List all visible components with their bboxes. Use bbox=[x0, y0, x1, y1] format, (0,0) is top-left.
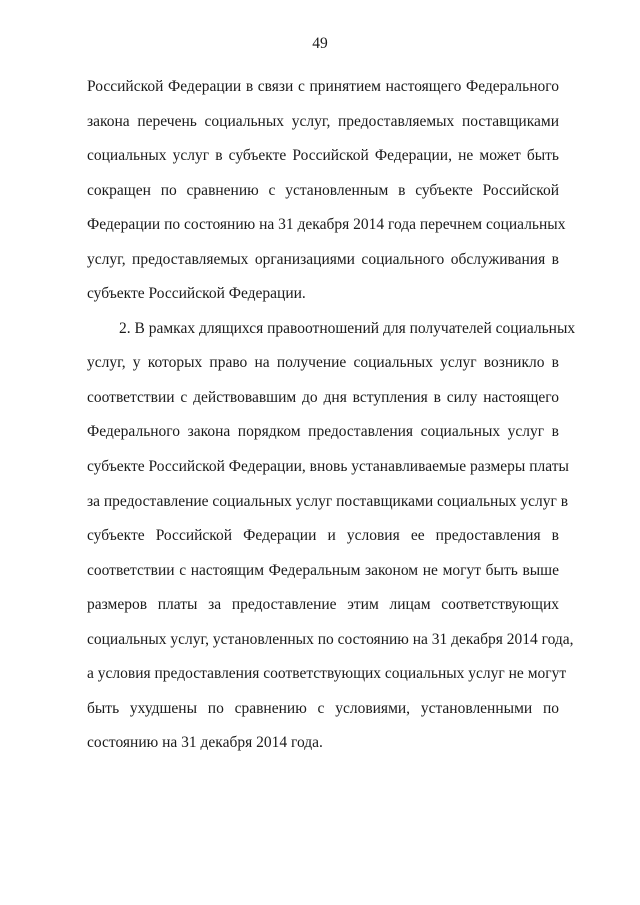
text-line: Российской Федерации в связи с принятием настоящего Федерального bbox=[87, 78, 559, 95]
text-line: услуг, предоставляемых организациями социального обслуживания в bbox=[87, 250, 559, 268]
text-line: субъекте Российской Федерации и условия ее предоставления в bbox=[87, 527, 559, 545]
text-line: сокращен по сравнению с установленным в субъекте Российской bbox=[87, 181, 559, 199]
text-line: социальных услуг, установленных по состоянию на 31 декабря 2014 года, bbox=[87, 630, 574, 648]
text-line: а условия предоставления соответствующих социальных услуг не могут bbox=[87, 665, 567, 683]
text-line: субъекте Российской Федерации. bbox=[87, 285, 306, 303]
text-line: Федерации по состоянию на 31 декабря 2014 года перечнем социальных bbox=[87, 216, 566, 234]
text-line: Федерального закона порядком предоставления социальных услуг в bbox=[87, 423, 559, 441]
text-line: субъекте Российской Федерации, вновь устанавливаемые размеры платы bbox=[87, 458, 569, 476]
page-number: 49 bbox=[312, 35, 328, 52]
text-line: состоянию на 31 декабря 2014 года. bbox=[87, 734, 323, 752]
paragraph-item-2 bbox=[87, 319, 576, 768]
text-line: соответствии с действовавшим до дня вступления в силу настоящего bbox=[87, 388, 559, 406]
text-line: за предоставление социальных услуг поставщиками социальных услуг в bbox=[87, 492, 569, 510]
text-line: быть ухудшены по сравнению с условиями, установленными по bbox=[87, 699, 559, 717]
text-line: 2. В рамках длящихся правоотношений для получателей социальных bbox=[119, 319, 576, 337]
text-line: социальных услуг в субъекте Российской Федерации, не может быть bbox=[87, 147, 559, 165]
text-line: закона перечень социальных услуг, предоставляемых поставщиками bbox=[87, 112, 559, 130]
text-line: услуг, у которых право на получение социальных услуг возникло в bbox=[87, 354, 559, 372]
paragraph-continuation bbox=[87, 77, 566, 319]
text-line: размеров платы за предоставление этим лицам соответствующих bbox=[87, 596, 559, 614]
document-body bbox=[87, 77, 576, 768]
text-line: соответствии с настоящим Федеральным законом не могут быть выше bbox=[87, 561, 559, 579]
